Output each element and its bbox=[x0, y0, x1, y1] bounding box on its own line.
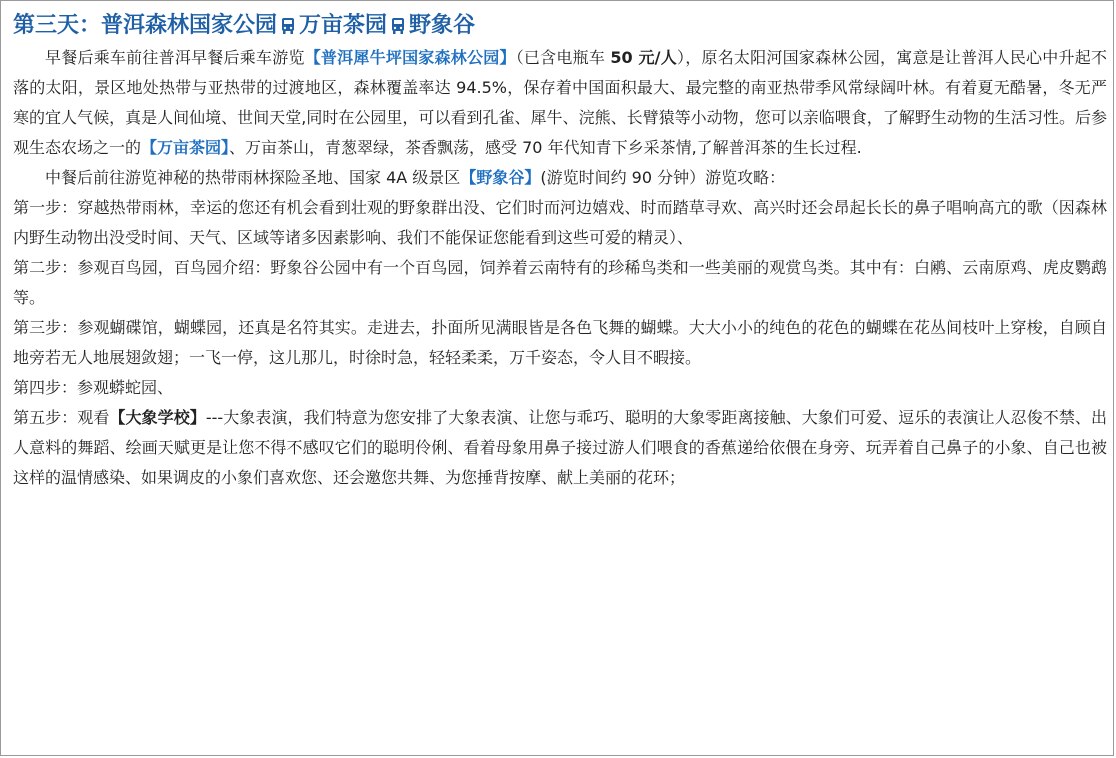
highlight-tea-garden: 【万亩茶园】 bbox=[141, 138, 230, 157]
text: 、万亩茶山，青葱翠绿，茶香飘荡，感受 70 年代知青下乡采茶情,了解普洱茶的生长过程. bbox=[229, 138, 862, 157]
step-2: 第二步：参观百鸟园，百鸟园介绍：野象谷公园中有一个百鸟园，饲养着云南特有的珍稀鸟类和一些美丽的观赏鸟类。其中有：白鹇、云南原鸡、虎皮鹦鹉等。 bbox=[13, 258, 1107, 307]
price-text: 50 元/人 bbox=[610, 48, 677, 67]
text: ），原名太阳河国家森林公园，寓意是让普洱人民心中升起不落的太阳，景区地处热带与亚热带的过渡地区，森林覆盖率达 94.5%，保存着中国面积最大、最完整的南亚热带季风常绿阔叶林。有着夏无酷暑，冬无严寒的宜人气候，真是人间仙境、世间天堂,同时在公园里，可以看到孔雀、犀牛、浣熊、长臂猿等小动物，您可以亲临喂食，了解野生动物的生活习性。后参观生态农场之一的 bbox=[13, 48, 1107, 157]
step-4: 第四步：参观蟒蛇园、 bbox=[13, 378, 174, 397]
bus-icon bbox=[281, 17, 295, 35]
text: 第五步：观看 bbox=[13, 408, 110, 427]
day-title bbox=[13, 9, 1107, 43]
bus-icon bbox=[391, 17, 405, 35]
title-part-1: 第三天：普洱森林国家公园 bbox=[13, 13, 278, 38]
highlight-elephant-school: 【大象学校】 bbox=[109, 408, 206, 427]
paragraph-forest-park bbox=[13, 43, 1107, 163]
text: 中餐后前往游览神秘的热带雨林探险圣地、国家 4A 级景区 bbox=[45, 168, 461, 187]
step-1: 第一步：穿越热带雨林，幸运的您还有机会看到壮观的野象群出没、它们时而河边嬉戏、时而踏草寻欢、高兴时还会昂起长长的鼻子唱响高亢的歌（因森林内野生动物出没受时间、天气、区域等诸多因素影响、我们不能保证您能看到这些可爱的精灵）、 bbox=[13, 198, 1107, 247]
text: 早餐后乘车前往普洱早餐后乘车游览 bbox=[45, 48, 305, 67]
highlight-elephant-valley: 【野象谷】 bbox=[460, 168, 541, 187]
text: （已含电瓶车 bbox=[515, 48, 611, 67]
paragraph-elephant-valley bbox=[13, 163, 1107, 193]
step-3: 第三步：参观蝴碟馆，蝴蝶园，还真是名符其实。走进去，扑面所见满眼皆是各色飞舞的蝴蝶。大大小小的纯色的花色的蝴蝶在花丛间枝叶上穿梭，自顾自地旁若无人地展翅敛翅；一飞一停，这儿那儿，时徐时急，轻轻柔柔，万千姿态，令人目不暇接。 bbox=[13, 318, 1107, 367]
title-part-2: 万亩茶园 bbox=[299, 13, 388, 38]
text: ---大象表演，我们特意为您安排了大象表演、让您与乖巧、聪明的大象零距离接触、大象们可爱、逗乐的表演让人忍俊不禁、出人意料的舞蹈、绘画天赋更是让您不得不感叹它们的聪明伶俐、看着母象用鼻子接过游人们喂食的香蕉递给依偎在身旁、玩弄着自己鼻子的小象、自己也被这样的温情感染、如果调皮的小象们喜欢您、还会邀您共舞、为您捶背按摩、献上美丽的花环； bbox=[13, 408, 1107, 487]
step-5 bbox=[13, 403, 1107, 493]
text: (游览时间约 90 分钟）游览攻略： bbox=[540, 168, 786, 187]
title-part-3: 野象谷 bbox=[409, 13, 476, 38]
highlight-forest-park: 【普洱犀牛坪国家森林公园】 bbox=[304, 48, 516, 67]
